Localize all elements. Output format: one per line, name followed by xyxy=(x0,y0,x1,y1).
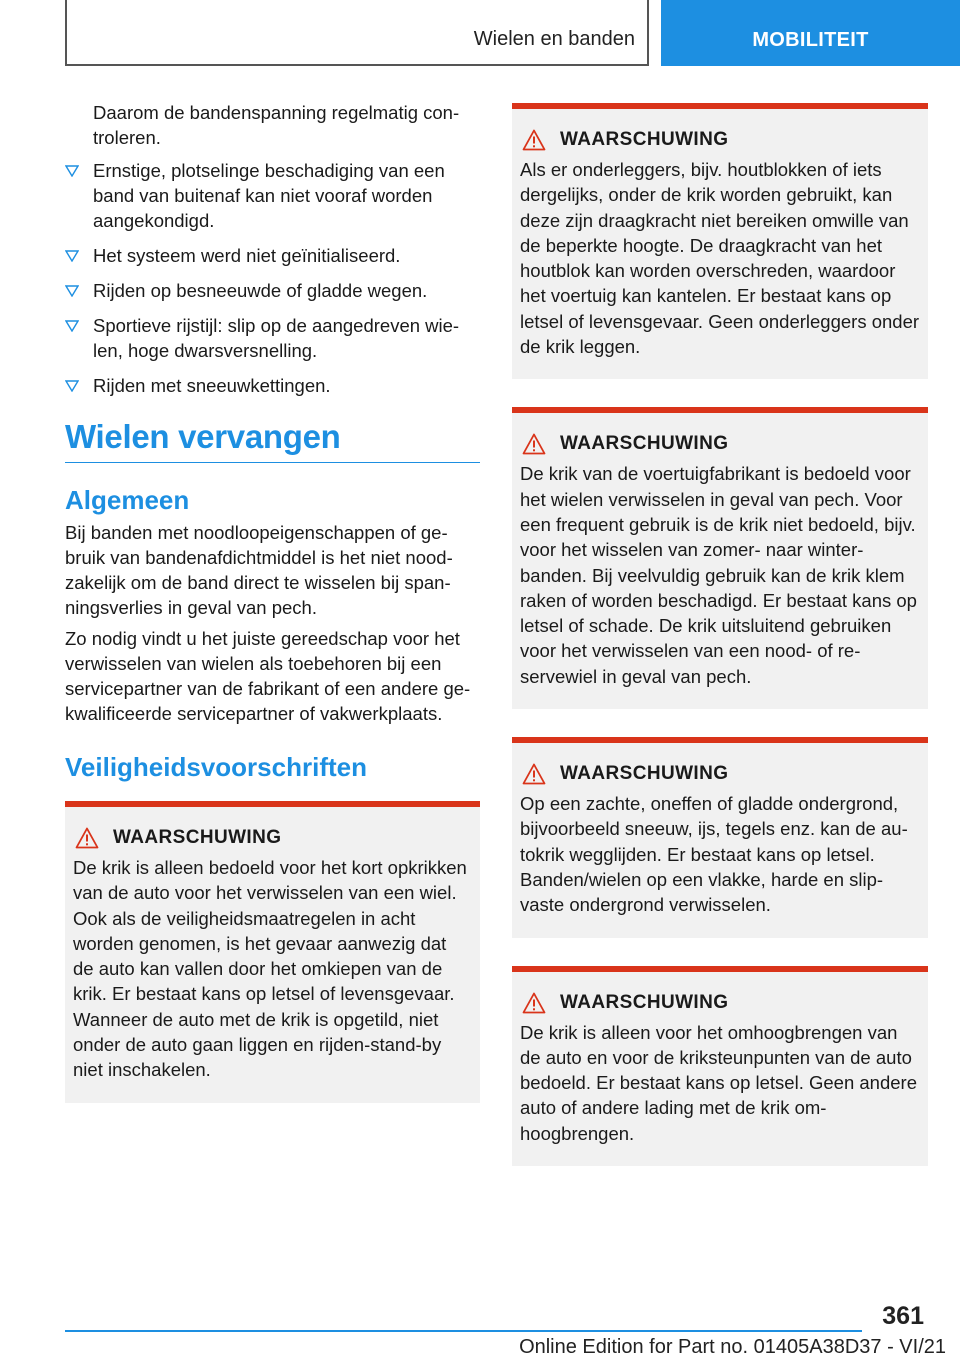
warning-triangle-icon xyxy=(75,827,99,849)
warning-text: Als er onderleggers, bijv. houtblokken of iets dergelijks, onder de krik worden gebruikt, kan deze zijn draagkracht niet bereiken omwille van de beperkte hoogte. De draagkracht van het houtblok kan worden overschreden, waardoor het voertuig kan kantelen. Er bestaat kans op letsel of levensgevaar. Geen onderleggers onder de krik leggen. xyxy=(520,159,920,358)
warning-box xyxy=(512,966,928,1166)
warning-triangle-icon xyxy=(522,992,546,1014)
main-heading: Wielen vervangen xyxy=(65,418,480,463)
warning-text: De krik is alleen bedoeld voor het kort opkrikken van de auto voor het verwisselen van een wiel. Ook als de veiligheidsmaatregelen in acht worden genomen, is het gevaar aanwezig dat de auto kan vallen door het omkiepen van de krik. Er bestaat kans op letsel of levensgevaar. Wanneer de auto met de krik is opgetild, niet onder de auto gaan liggen en rijden-stand-by niet inschakelen. xyxy=(73,857,467,1081)
general-paragraph-2: Zo nodig vindt u het juiste gereedschap voor het verwisselen van wielen als toebehoren bij een servicepartner van de fabrikant of een andere gekwalificeerde servicepartner of vakwerkplaats. xyxy=(65,628,471,724)
list-item xyxy=(65,243,480,268)
general-paragraph-1: Bij banden met noodloopeigenschappen of gebruik van bandenafdichtmiddel is het niet noodzakelijk om de band direct te wisselen bij spanningsverlies in geval van pech. xyxy=(65,522,453,618)
warning-title: WAARSCHUWING xyxy=(560,129,729,150)
warning-header xyxy=(520,433,920,455)
triangle-bullet-icon xyxy=(65,380,79,392)
warning-text: De krik is alleen voor het omhoogbrengen van de auto en voor de kriksteunpunten van de auto bedoeld. Er bestaat kans op letsel. Geen andere auto of andere lading met de krik omhoogbrengen. xyxy=(520,1021,917,1144)
list-item-text: Rijden op besneeuwde of gladde wegen. xyxy=(93,280,428,301)
footer-edition: Online Edition for Part no. 01405A38D37 - VI/21 xyxy=(519,1336,946,1358)
page-number: 361 xyxy=(882,1302,924,1330)
warning-triangle-icon xyxy=(522,433,546,455)
left-column xyxy=(65,100,480,1103)
list-item xyxy=(65,313,480,363)
list-item-text: Ernstige, plotselinge beschadiging van een band van buitenaf kan niet vooraf worden aangekondigd. xyxy=(93,160,445,231)
header-section-box xyxy=(65,0,649,66)
warning-title: WAARSCHUWING xyxy=(560,433,729,455)
subheading-general: Algemeen xyxy=(65,485,190,515)
list-item xyxy=(65,278,480,303)
warning-header xyxy=(73,827,472,849)
triangle-bullet-icon xyxy=(65,250,79,262)
header-chapter-label: MOBILITEIT xyxy=(752,29,869,51)
header-section-title: Wielen en banden xyxy=(473,28,635,50)
cause-list xyxy=(65,158,480,398)
list-item-text: Rijden met sneeuwkettingen. xyxy=(93,375,331,396)
triangle-bullet-icon xyxy=(65,165,79,177)
triangle-bullet-icon xyxy=(65,285,79,297)
list-item-text: Sportieve rijstijl: slip op de aangedreven wielen, hoge dwarsversnelling. xyxy=(93,315,460,361)
warning-header xyxy=(520,992,920,1014)
triangle-bullet-icon xyxy=(65,320,79,332)
list-item xyxy=(65,158,480,233)
warning-triangle-icon xyxy=(522,763,546,785)
warning-box xyxy=(512,407,928,709)
warning-text: De krik van de voertuigfabrikant is bedoeld voor het wielen verwisselen in geval van pech. Voor een frequent gebruik is de krik niet bedoeld, bijv. voor het wisselen van zomer- naar winterbanden. Bij veelvuldig gebruik kan de krik klem raken of worden beschadigd. Er bestaat kans op letsel of schade. De krik uitsluitend gebruiken voor het verwisselen van een nood- of reservewiel in geval van pech. xyxy=(520,463,917,687)
header-chapter-tab xyxy=(661,0,960,66)
warning-header xyxy=(520,129,920,151)
subheading-safety: Veiligheidsvoorschriften xyxy=(65,752,367,782)
right-column xyxy=(512,103,928,1194)
list-item xyxy=(65,373,480,398)
warning-text: Op een zachte, oneffen of gladde ondergrond, bijvoorbeeld sneeuw, ijs, tegels enz. kan de autokrik wegglijden. Er bestaat kans op letsel. Banden/wielen op een vlakke, harde en slipvaste ondergrond verwisselen. xyxy=(520,793,908,916)
warning-triangle-icon xyxy=(522,129,546,151)
warning-box xyxy=(65,801,480,1103)
warning-header xyxy=(520,763,920,785)
warning-title: WAARSCHUWING xyxy=(113,827,282,848)
intro-continuation: Daarom de bandenspanning regelmatig controleren. xyxy=(93,102,460,148)
footer-divider xyxy=(65,1330,862,1332)
warning-title: WAARSCHUWING xyxy=(560,991,729,1013)
warning-box xyxy=(512,103,928,379)
warning-title: WAARSCHUWING xyxy=(560,763,729,785)
list-item-text: Het systeem werd niet geïnitialiseerd. xyxy=(93,245,401,266)
warning-box xyxy=(512,737,928,937)
